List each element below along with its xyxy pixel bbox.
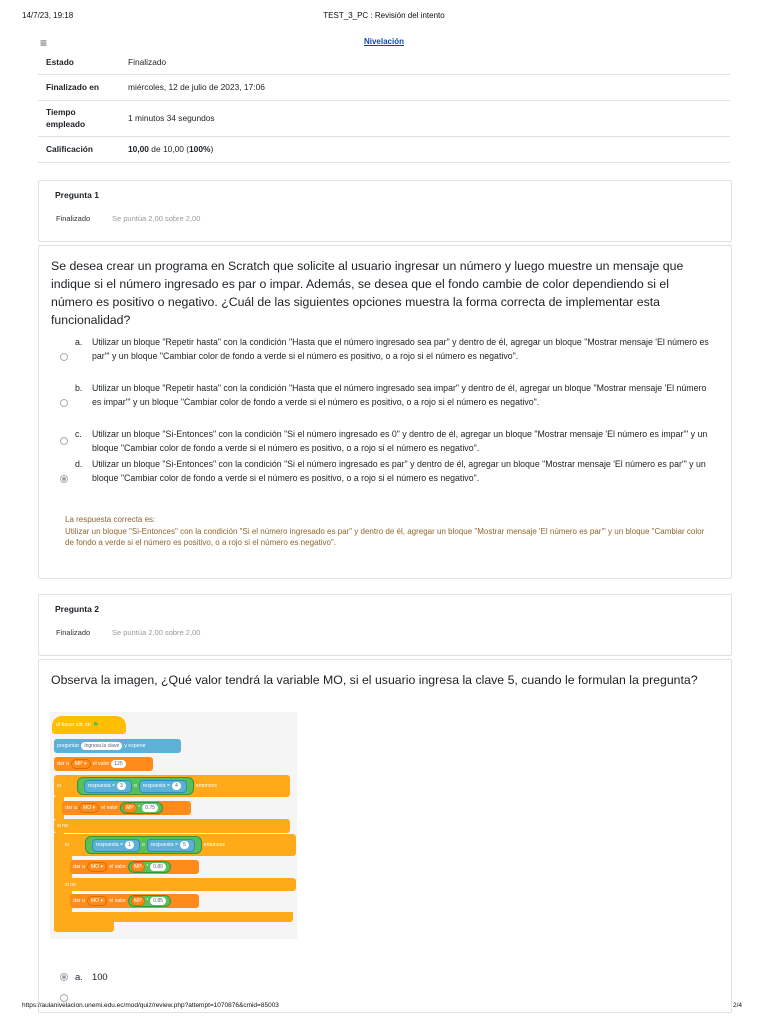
option-text: Utilizar un bloque "Si-Entonces" con la condición "Si el número ingresado es par" y dentro de él, agregar un bloque "Mostrar mensaje 'El número es par'" y un bloque "Cambiar color de fondo a verde si el número es positivo, o a rojo si el número es negativo". — [92, 459, 706, 484]
scratch-if-label: si — [57, 783, 61, 789]
scratch-set-mo-block — [70, 894, 199, 908]
scratch-var-name: MO — [90, 864, 100, 870]
option-letter: b. — [75, 383, 83, 393]
scratch-number-input: 0.75 — [142, 804, 158, 812]
scratch-multiply-block — [120, 802, 163, 814]
scratch-inner-if-end — [62, 912, 293, 922]
scratch-var-dropdown: MO ▾ — [79, 803, 99, 813]
question-state: Finalizado — [56, 214, 91, 223]
summary-row-calificacion — [38, 136, 730, 162]
scratch-multiply-block — [128, 895, 171, 907]
scratch-or-condition — [77, 777, 194, 795]
summary-value: Finalizado — [120, 50, 730, 74]
scratch-var-dropdown: MP ▾ — [71, 759, 91, 769]
grade-end: ) — [210, 144, 214, 154]
option-a-radio[interactable] — [60, 353, 68, 361]
scratch-var-reporter: MP — [123, 803, 137, 813]
question-text: Se desea crear un programa en Scratch que solicite al usuario ingresar un número y luego muestre un mensaje que indique si el número ingresado es par o impar. Además, se desea que el fondo cambie de color dependiendo si el número es positivo o negativo. ¿Cuál de las siguientes opciones muestra la forma correcta de implementar esta funcionalidad? — [51, 259, 684, 327]
summary-value: 1 minutos 34 segundos — [120, 100, 730, 136]
scratch-mul-sign: * — [138, 805, 141, 811]
scratch-code-image — [50, 712, 297, 939]
scratch-set-mo-block — [62, 801, 191, 815]
grade-mid: de 10,00 ( — [148, 144, 190, 154]
scratch-set-label: dar a — [73, 898, 85, 904]
scratch-then-label: entonces — [195, 783, 217, 789]
scratch-set-mp-block — [54, 757, 153, 771]
scratch-to-label: el valor — [101, 805, 118, 811]
scratch-number-input: 4 — [172, 782, 181, 790]
scratch-to-label: el valor — [109, 898, 126, 904]
option-letter: c. — [75, 429, 82, 439]
scratch-else-block — [54, 819, 290, 833]
print-datetime: 14/7/23, 19:18 — [22, 11, 74, 20]
summary-key: Tiempo empleado — [38, 100, 120, 136]
scratch-set-label: dar a — [73, 864, 85, 870]
summary-value — [120, 136, 730, 162]
option-text: Utilizar un bloque "Repetir hasta" con la condición "Hasta que el número ingresado sea par" y dentro de él, agregar un bloque "Mostrar mensaje 'El número es par'" y un bloque "Cambiar color de fondo a verde si el número es positivo, o a rojo si el número es negativo". — [92, 337, 709, 362]
scratch-number-input: 1 — [125, 841, 134, 849]
scratch-var-reporter: MP — [131, 862, 145, 872]
summary-row-estado — [38, 50, 730, 74]
scratch-var-dropdown: MO ▾ — [87, 862, 107, 872]
question-title: Pregunta 2 — [55, 604, 99, 614]
question-1-info — [38, 180, 732, 242]
print-page-number: 2/4 — [733, 1002, 743, 1009]
option-text: 100 — [92, 971, 108, 982]
scratch-or-label: o — [141, 842, 145, 848]
scratch-if-end — [54, 922, 114, 932]
scratch-eq-sign: = — [120, 841, 124, 848]
scratch-if-block — [54, 775, 290, 797]
scratch-eq-block — [147, 839, 195, 852]
scratch-hat-label: al hacer clic en — [56, 722, 91, 728]
option-letter: a. — [75, 337, 83, 347]
scratch-ask-block — [54, 739, 181, 753]
print-url: https://aulanivelacion.unemi.edu.ec/mod/quiz/review.php?attempt=1070876&cmid=85003 — [22, 1002, 279, 1009]
scratch-eq-block — [84, 780, 132, 793]
scratch-number-input: 0.80 — [150, 863, 166, 871]
q2-option-a-radio[interactable] — [60, 973, 68, 981]
scratch-else-label: si no — [57, 823, 68, 829]
summary-row-finalizado-en — [38, 74, 730, 100]
scratch-var-name: MP — [74, 761, 83, 767]
scratch-number-input: 5 — [180, 841, 189, 849]
grade-score: 10,00 — [128, 144, 149, 154]
question-state: Finalizado — [56, 628, 91, 637]
scratch-hat-block — [52, 716, 126, 734]
summary-row-tiempo — [38, 100, 730, 136]
option-d-radio[interactable] — [60, 475, 68, 483]
scratch-number-input: 0.85 — [150, 897, 166, 905]
question-1-content — [38, 245, 732, 579]
scratch-if-label: si — [65, 842, 69, 848]
grade-percent: 100% — [189, 144, 211, 154]
scratch-or-condition — [85, 836, 202, 854]
option-letter: d. — [75, 459, 83, 469]
scratch-eq-sign: = — [174, 841, 178, 848]
hamburger-menu-icon[interactable]: ≡ — [40, 36, 48, 50]
question-title: Pregunta 1 — [55, 190, 99, 200]
scratch-then-label: entonces — [203, 842, 225, 848]
question-2-info — [38, 594, 732, 656]
scratch-number-input: 3 — [117, 782, 126, 790]
scratch-or-label: o — [133, 783, 137, 789]
scratch-mul-sign: * — [146, 898, 149, 904]
feedback-text: Utilizar un bloque "Si-Entonces" con la condición "Si el número ingresado es par" y dentro de él, agregar un bloque "Mostrar mensaje 'El número es par'" y un bloque "Cambiar color de fondo a verde si el número es positivo, o a rojo si el número es negativo". — [65, 526, 705, 548]
scratch-mul-sign: * — [146, 864, 149, 870]
summary-key: Estado — [38, 50, 120, 74]
feedback-title: La respuesta correcta es: — [65, 515, 156, 524]
scratch-to-label: el valor — [92, 761, 110, 767]
scratch-answer-reporter: respuesta — [142, 782, 166, 789]
scratch-set-label: dar a — [65, 805, 77, 811]
scratch-else-label: si no — [65, 881, 76, 888]
question-grade: Se puntúa 2,00 sobre 2,00 — [112, 628, 201, 637]
scratch-ask-label: preguntar — [57, 743, 80, 749]
question-text: Observa la imagen, ¿Qué valor tendrá la variable MO, si el usuario ingresa la clave 5, cuando le formulan la pregunta? — [51, 673, 698, 687]
option-text: Utilizar un bloque "Repetir hasta" con la condición "Hasta que el número ingresado sea impar" y dentro de él, agregar un bloque "Mostrar mensaje 'El número es impar'" y un bloque "Cambiar color de fondo a verde si el número es positivo, o a rojo si el número es negativo". — [92, 383, 707, 408]
scratch-eq-sign: = — [166, 782, 170, 789]
option-c-radio[interactable] — [60, 437, 68, 445]
scratch-to-label: el valor — [109, 864, 126, 870]
nivelacion-link[interactable]: Nivelación — [363, 37, 404, 46]
scratch-set-mo-block — [70, 860, 199, 874]
attempt-summary-table — [38, 50, 730, 163]
scratch-set-label: dar a — [57, 761, 69, 767]
scratch-ask-input: Ingresa la clave — [81, 742, 122, 750]
option-letter: a. — [75, 971, 83, 982]
scratch-eq-sign: = — [112, 782, 116, 789]
scratch-eq-block — [139, 780, 187, 793]
scratch-eq-block — [92, 839, 140, 852]
scratch-number-input: 125 — [111, 760, 125, 768]
scratch-var-name: MO — [82, 805, 92, 811]
correct-answer-feedback — [65, 514, 705, 549]
q2-option-b-radio[interactable] — [60, 994, 68, 1002]
scratch-var-dropdown: MO ▾ — [87, 896, 107, 906]
question-grade: Se puntúa 2,00 sobre 2,00 — [112, 214, 201, 223]
scratch-answer-reporter: respuesta — [87, 782, 111, 789]
green-flag-icon: ⚑ — [92, 722, 99, 729]
scratch-var-reporter: MP — [131, 896, 145, 906]
scratch-inner-if-block — [62, 834, 296, 856]
scratch-multiply-block — [128, 861, 171, 873]
print-title: TEST_3_PC : Revisión del intento — [323, 11, 445, 20]
scratch-var-name: MO — [90, 898, 100, 904]
summary-key: Calificación — [38, 136, 120, 162]
scratch-inner-else-block — [62, 878, 296, 891]
summary-key: Finalizado en — [38, 74, 120, 100]
option-text: Utilizar un bloque "Si-Entonces" con la condición "Si el número ingresado es 0" y dentro de él, agregar un bloque "Mostrar mensaje 'El número es impar'" y un bloque "Cambiar color de fondo a verde si el número es positivo, o a rojo si el número es negativo". — [92, 429, 708, 454]
scratch-ask-post: y esperar — [124, 743, 146, 749]
scratch-answer-reporter: respuesta — [95, 841, 119, 848]
scratch-answer-reporter: respuesta — [150, 841, 174, 848]
summary-value: miércoles, 12 de julio de 2023, 17:06 — [120, 74, 730, 100]
option-b-radio[interactable] — [60, 399, 68, 407]
